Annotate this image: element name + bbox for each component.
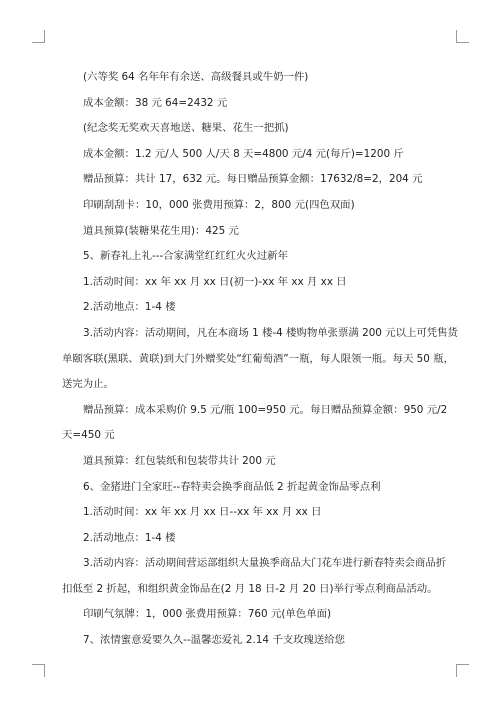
scratch-card-line: 印刷刮刮卡：10，000 张费用预算：2，800 元(四色双面) (83, 198, 355, 211)
prize-sixth-line: (六等奖 64 名年年有余送、高级餐具或牛奶一件) (83, 71, 309, 83)
cost-amount-line: 成本金额：1.2 元/人 500 人/天 8 天=4800 元/4 元(每斤)=1200 斤 (83, 147, 404, 160)
printing-sign-line: 印刷气氛牌：1，000 张费用预算：760 元(单色单面) (83, 608, 332, 621)
paragraph-line: 3.活动内容：活动期间，凡在本商场 1 楼-4 楼购物单张票满 200 元以上可凭售货 (83, 326, 458, 339)
activity-location-line: 2.活动地点：1-4 楼 (83, 531, 176, 544)
props-budget-line: 道具预算(装糖果花生用)：425 元 (83, 224, 239, 237)
props-budget-line: 道具预算：红包装纸和包装带共计 200 元 (83, 454, 276, 467)
gift-budget-line: 赠品预算：共计 17，632 元。每日赠品预算金额：17632/8=2，204 元 (83, 173, 423, 186)
paragraph-line: 赠品预算：成本采购价 9.5 元/瓶 100=950 元。每日赠品预算金额：950 元/2 (83, 403, 448, 416)
section-5-heading: 5、新春礼上礼---合家满堂红红红火火过新年 (83, 250, 288, 263)
paragraph-line: 天=450 元 (62, 429, 115, 442)
paragraph-line: 扣低至 2 折起，和组织黄金饰品在(2 月 18 日-2 月 20 日)举行零点利商品活动。 (62, 582, 438, 595)
activity-location-line: 2.活动地点：1-4 楼 (83, 301, 176, 314)
crop-mark-bottom-right (456, 664, 469, 677)
activity-content-paragraph (62, 551, 447, 602)
section-7-heading: 7、浓情蜜意爱要久久--温馨恋爱礼 2.14 千支玫瑰送给您 (83, 634, 346, 647)
cost-amount-line: 成本金额：38 元 64=2432 元 (83, 96, 228, 109)
crop-mark-top-right (456, 30, 469, 43)
paragraph-line: 单颐客联(黑联、黄联)到大门外赠奖处“红葡萄酒”一瓶，每人限领一瓶。每天 50 瓶， (62, 352, 454, 365)
crop-mark-bottom-left (32, 664, 45, 677)
activity-time-line: 1.活动时间：xx 年 xx 月 xx 日(初一)-xx 年 xx 月 xx 日 (83, 275, 347, 288)
activity-time-line: 1.活动时间：xx 年 xx 月 xx 日--xx 年 xx 月 xx 日 (83, 506, 322, 519)
activity-content-paragraph (62, 321, 458, 398)
section-6-heading: 6、金猪进门全家旺--春特卖会换季商品低 2 折起黄金饰品零点利 (83, 480, 381, 493)
gift-budget-paragraph (62, 398, 448, 449)
document-body (62, 65, 458, 654)
paragraph-line: 送完为止。 (62, 378, 114, 391)
prize-memorial-line: (纪念奖无奖欢天喜地送、糖果、花生一把抓) (83, 122, 289, 135)
crop-mark-top-left (32, 30, 45, 43)
paragraph-line: 3.活动内容：活动期间营运部组织大量换季商品大门花车进行新春特卖会商品折 (83, 557, 447, 570)
